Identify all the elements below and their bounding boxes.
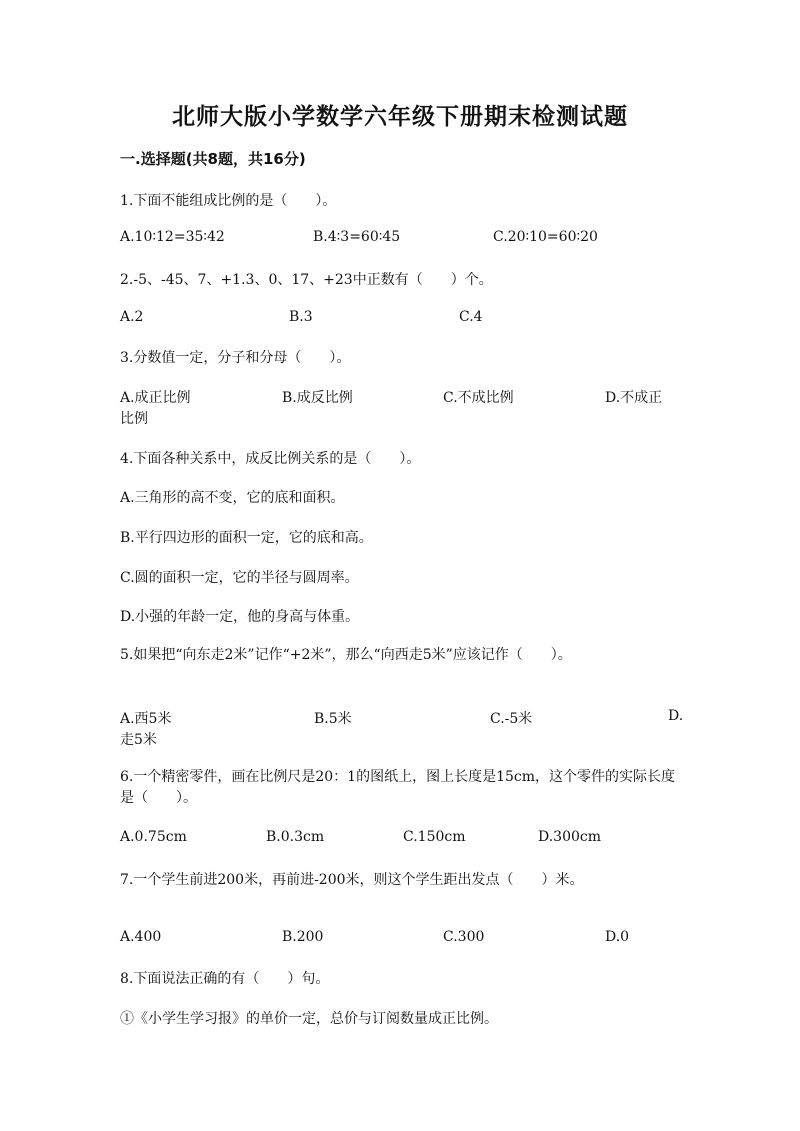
question-3-option-d-wrap: 比例: [120, 411, 148, 427]
question-2-stem: 2.-5、-45、7、+1.3、0、17、+23中正数有（ ）个。: [120, 272, 493, 288]
question-1-option-a: A.10∶12=35∶42: [120, 229, 225, 245]
question-7-option-d: D.0: [605, 929, 630, 945]
question-2-option-a: A.2: [120, 309, 144, 325]
question-5-option-c: C.-5米: [490, 711, 533, 727]
question-4-stem: 4.下面各种关系中，成反比例关系的是（ ）。: [120, 451, 421, 467]
question-8-stem: 8.下面说法正确的有（ ）句。: [120, 971, 330, 987]
question-1-stem: 1.下面不能组成比例的是（ ）。: [120, 193, 337, 209]
question-5-option-b: B.5米: [314, 711, 352, 727]
question-4-option-a: A.三角形的高不变，它的底和面积。: [120, 490, 345, 506]
question-6-option-c: C.150cm: [403, 829, 466, 845]
question-5-option-d-wrap: 走5米: [120, 732, 157, 748]
question-4-option-b: B.平行四边形的面积一定，它的底和高。: [120, 530, 373, 546]
question-7-option-b: B.200: [282, 929, 324, 945]
question-3-stem: 3.分数值一定，分子和分母（ ）。: [120, 350, 351, 366]
question-6-option-d: D.300cm: [538, 829, 602, 845]
question-7-option-a: A.400: [120, 929, 162, 945]
section-heading: 一.选择题(共8题，共16分): [120, 150, 306, 168]
question-2-option-b: B.3: [289, 309, 313, 325]
question-8-statement-1: ①《小学生学习报》的单价一定，总价与订阅数量成正比例。: [120, 1011, 498, 1027]
question-3-option-c: C.不成比例: [443, 390, 514, 406]
question-5-stem: 5.如果把“向东走2米”记作“+2米”，那么“向西走5米”应该记作（ ）。: [120, 647, 572, 663]
question-6-option-b: B.0.3cm: [266, 829, 325, 845]
question-7-stem: 7.一个学生前进200米，再前进-200米，则这个学生距出发点（ ）米。: [120, 872, 584, 888]
question-3-option-d: D.不成正: [605, 390, 663, 406]
question-5-option-d: D.: [668, 708, 684, 724]
question-4-option-d: D.小强的年龄一定，他的身高与体重。: [120, 609, 360, 625]
question-1-option-b: B.4∶3=60∶45: [313, 229, 401, 245]
question-4-option-c: C.圆的面积一定，它的半径与圆周率。: [120, 570, 359, 586]
question-5-option-a: A.西5米: [120, 711, 172, 727]
question-1-option-c: C.20∶10=60∶20: [493, 229, 598, 245]
question-6-stem: 6.一个精密零件，画在比例尺是20：1的图纸上，图上长度是15cm，这个零件的实际长度是（ ）。: [120, 769, 676, 806]
question-2-option-c: C.4: [459, 309, 483, 325]
question-3-option-b: B.成反比例: [282, 390, 353, 406]
question-3-option-a: A.成正比例: [120, 390, 191, 406]
question-7-option-c: C.300: [443, 929, 485, 945]
question-6-option-a: A.0.75cm: [120, 829, 187, 845]
page-title: 北师大版小学数学六年级下册期末检测试题: [172, 104, 628, 130]
